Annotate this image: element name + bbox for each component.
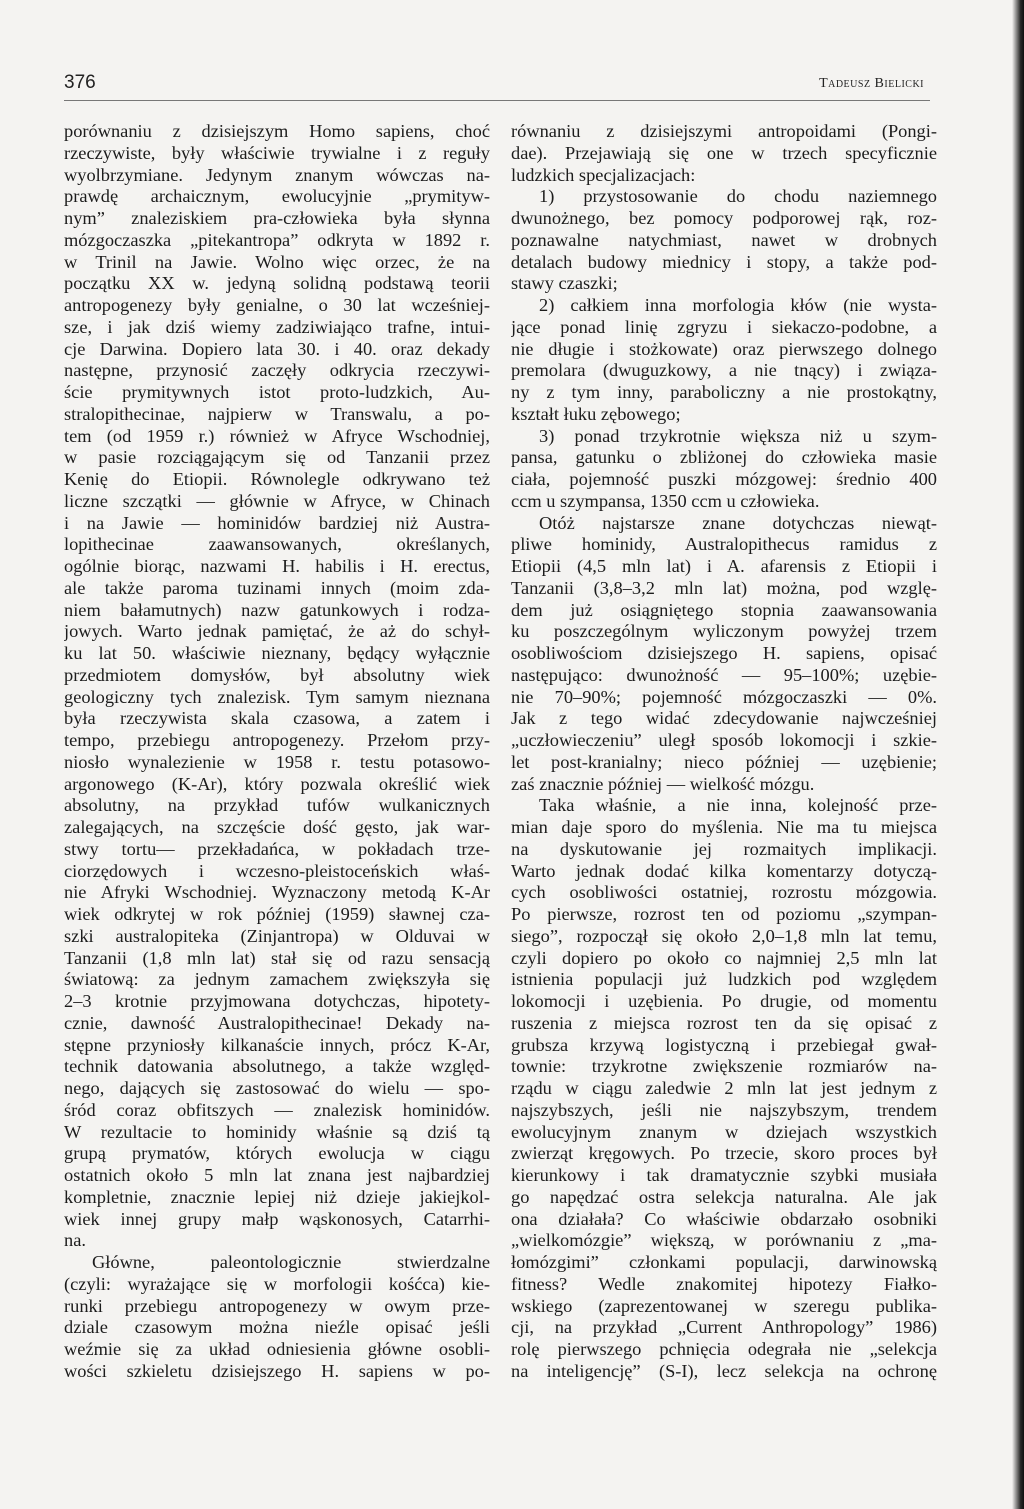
left-column-line: Tanzanii (1,8 mln lat) stał się od razu sensacją [64, 947, 490, 968]
left-column-line: tem (od 1959 r.) również w Afryce Wschodniej, [64, 425, 490, 446]
right-column-line: siego”, rozpoczął się około 2,0–1,8 mln lat temu, [511, 925, 937, 946]
right-column-line: najszybszych, jeśli nie najszybszym, trendem [511, 1099, 937, 1120]
right-column-line: „uczłowieczeniu” uległ sposób lokomocji i szkie- [511, 730, 937, 750]
right-column-line: townie: trzykrotne zwiększenie rozmiarów na- [511, 1056, 937, 1077]
right-column-line: dae). Przejawiają się one w trzech specyficznie [511, 142, 937, 163]
left-column-line: ale także paroma tuzinami innych (moim zda- [64, 577, 490, 598]
right-column-line: wskiego (zaprezentowanej w szeregu publika- [511, 1295, 937, 1316]
right-column-line: premolara (dwuguzkowy, a nie tnący) i związa- [511, 360, 937, 381]
right-column-line: dem już osiągniętego stopnia zaawansowania [511, 599, 937, 620]
right-column-line: na inteligencję” (S-I), lecz selekcja na ochronę [511, 1360, 937, 1381]
left-column-line: cje Darwina. Dopiero lata 30. i 40. oraz dekady [64, 338, 490, 359]
right-column-line: cych osobliwości ostatniej, rozrostu mózgowia. [511, 882, 937, 903]
left-column-line: nym” znaleziskiem pra-człowieka była słynna [64, 208, 490, 228]
left-column [64, 121, 490, 1383]
right-column-line: „wielkomózgie” większą, w porównaniu z „ma- [511, 1230, 937, 1251]
left-column-line: sze, i jak dziś wiemy zadziwiająco trafne, intui- [64, 316, 490, 337]
left-column-line: grupą prymatów, których ewolucja w ciągu [64, 1143, 490, 1164]
right-column-line: stawy czaszki; [511, 273, 618, 294]
left-column-line: W rezultacie to hominidy właśnie są dziś tą [64, 1121, 490, 1142]
right-column [511, 121, 937, 1383]
right-column-line: Warto jednak dodać kilka komentarzy dotyczą- [511, 860, 937, 881]
left-column-line: argonowego (K-Ar), który pozwala określić wiek [64, 773, 490, 794]
left-column-line: liczne szczątki — głównie w Afryce, w Chinach [64, 490, 490, 511]
left-column-line: kompletnie, znacznie lepiej niż dzieje jakiejkol- [64, 1186, 490, 1207]
left-column-line: jowych. Warto jednak pamiętać, że aż do schył- [64, 621, 490, 642]
left-column-line: niem bałamutnych) nazw gatunkowych i rodza- [64, 599, 490, 620]
left-column-line: wiek innej grupy małp wąskonosych, Catarrhi- [64, 1208, 490, 1229]
right-column-line: go napędzać ostra selekcja naturalna. Ale jak [511, 1186, 937, 1207]
right-column-line: grubsza krzywą logistyczną i przebiegał gwał- [511, 1034, 937, 1055]
right-column-line: detalach budowy miednicy i stopy, a także pod- [511, 251, 937, 272]
left-column-line: antropogenezy były genialne, o 30 lat wcześniej- [64, 295, 490, 315]
right-column-line: następująco: dwunożność — 95–100%; uzębie- [511, 664, 937, 685]
left-column-line: w Trinil na Jawie. Wolno więc orzec, że na [64, 251, 490, 272]
left-column-line: rzeczywiste, były właściwie trywialne i z reguły [64, 142, 490, 163]
left-column-line: ście prymitywnych istot proto-ludzkich, Au- [64, 382, 490, 402]
right-column-line: istnienia populacji już ludzkich pod względem [511, 969, 937, 990]
left-column-line: porównaniu z dzisiejszym Homo sapiens, choć [64, 121, 490, 141]
right-column-line: pliwe hominidy, Australopithecus ramidus z [511, 534, 937, 555]
right-column-line: Etiopii (4,5 mln lat) i A. afarensis z Etiopii i [511, 556, 937, 576]
right-column-line: czyli dopiero po około co najmniej 2,5 mln lat [511, 947, 937, 968]
left-column-line: dziale czasowym można nieźle opisać jeśli [64, 1317, 490, 1338]
right-column-line: 3) ponad trzykrotnie większa niż u szym- [539, 425, 937, 446]
right-column-line: mian daje sporo do myślenia. Nie ma tu miejsca [511, 817, 937, 837]
right-column-line: rolę pierwszego pchnięcia odegrała nie „selekcja [511, 1339, 937, 1359]
left-column-line: zalegających, na szczęście dość gęsto, jak war- [64, 817, 490, 837]
right-column-line: dwunożnego, bez pomocy podporowej rąk, roz- [511, 208, 937, 228]
left-column-line: mózgoczaszka „pitekantropa” odkryta w 1892 r. [64, 229, 490, 250]
right-column-line: Otóż najstarsze znane dotychczas niewąt- [539, 512, 937, 533]
left-column-line: stępne przyniosły kilkanaście innych, prócz K-Ar, [64, 1034, 490, 1055]
left-column-line: ostatnich około 5 mln lat znana jest najbardziej [64, 1165, 490, 1185]
right-column-line: ku poszczególnym wyliczonym powyżej trzem [511, 621, 937, 642]
left-column-line: weźmie się za układ odniesienia główne osobli- [64, 1339, 490, 1359]
left-column-line: następne, przynosić zaczęły odkrycia rzeczywi- [64, 360, 490, 381]
running-head: Tadeusz Bielicki [819, 76, 924, 91]
left-column-line: runki przebiegu antropogenezy w owym prze- [64, 1295, 490, 1316]
left-column-line: ciorzędowych i wczesno-pleistoceńskich właś- [64, 860, 490, 881]
right-column-line: osobliwościom dzisiejszego H. sapiens, opisać [511, 643, 937, 663]
right-column-line: kształt łuku zębowego; [511, 403, 681, 424]
right-column-line: ciała, pojemność puszki mózgowej: średnio 400 [511, 469, 937, 489]
left-column-line: ogólnie biorąc, nazwami H. habilis i H. erectus, [64, 556, 490, 576]
left-column-line: wości szkieletu dzisiejszego H. sapiens w po- [64, 1360, 490, 1381]
left-column-line: wiek odkrytej w rok później (1959) sławnej cza- [64, 904, 490, 924]
left-column-line: przedmiotem domysłów, był absolutny wiek [64, 664, 490, 685]
left-column-line: (czyli: wyrażające się w morfologii kośćca) kie- [64, 1273, 490, 1294]
page-header [64, 70, 930, 101]
right-column-line: pansa, gatunku o zbliżonej do człowieka masie [511, 447, 937, 468]
right-column-line: na dyskutowanie jej rozmaitych implikacji. [511, 838, 937, 859]
page-edge-shadow [1012, 0, 1024, 1509]
right-column-line: jące ponad linię zgryzu i siekaczo-podobne, a [511, 316, 937, 337]
left-column-line: nego, dających się zastosować do wielu — spo- [64, 1078, 490, 1098]
left-column-line: wyolbrzymiane. Jedynym znanym wówczas na- [64, 164, 490, 185]
left-column-line: w pasie rozciągającym się od Tanzanii przez [64, 447, 490, 468]
right-column-line: ona działała? Co właściwie obdarzało osobniki [511, 1208, 937, 1229]
right-column-line: zaś znacznie później — wielkość mózgu. [511, 773, 815, 794]
right-column-line: poznawalne natychmiast, nawet w drobnych [511, 229, 937, 250]
right-column-line: rządu w ciągu zaledwie 2 mln lat jest jednym z [511, 1078, 937, 1098]
right-column-line: Po pierwsze, rozrost ten od poziomu „szympan- [511, 904, 937, 924]
left-column-line: ku lat 50. właściwie nieznany, będący wyłącznie [64, 643, 490, 663]
page-number: 376 [64, 72, 96, 93]
right-column-line: Tanzanii (3,8–3,2 mln lat) można, pod wzglę- [511, 577, 937, 598]
right-column-line: ruszenia z miejsca rozrost ten da się opisać z [511, 1012, 937, 1033]
left-column-line: i na Jawie — hominidów bardziej niż Austra- [64, 512, 490, 533]
left-column-line: stwy tortu— przekładańca, w pokładach trze- [64, 838, 490, 859]
right-column-line: ewolucyjnym znanym w dziejach wszystkich [511, 1121, 937, 1142]
right-column-line: ny z tym inny, paraboliczny a nie prostokątny, [511, 382, 937, 402]
left-column-line: niosło wynalezienie w 1958 r. testu potasowo- [64, 751, 490, 772]
right-column-line: let post-kranialny; nieco później — uzębienie; [511, 751, 937, 772]
right-column-line: Jak z tego widać zdecydowanie najwcześniej [511, 708, 937, 729]
left-column-line: śród coraz obfitszych — znalezisk hominidów. [64, 1099, 490, 1120]
left-column-line: absolutny, na przykład tufów wulkanicznych [64, 795, 490, 816]
right-column-line: łomózgimi” członkami populacji, darwinowską [511, 1252, 937, 1272]
right-column-line: fitness? Wedle znakomitej hipotezy Fiałko- [511, 1273, 937, 1294]
right-column-line: ludzkich specjalizacjach: [511, 164, 696, 185]
left-column-line: na. [64, 1230, 86, 1251]
right-column-line: nie długie i stożkowate) oraz pierwszego dolnego [511, 338, 937, 359]
right-column-line: zwierząt kręgowych. Po trzecie, skoro proces był [511, 1143, 937, 1164]
right-column-line: lokomocji i uzębienia. Po drugie, od momentu [511, 991, 937, 1011]
right-column-line: kierunkowy i tak dramatycznie szybki musiała [511, 1165, 937, 1185]
left-column-line: Kenię do Etiopii. Równolegle odkrywano też [64, 469, 490, 489]
right-column-line: Taka właśnie, a nie inna, kolejność prze- [539, 795, 937, 816]
right-column-line: 1) przystosowanie do chodu naziemnego [539, 186, 937, 207]
left-column-line: Główne, paleontologicznie stwierdzalne [92, 1252, 490, 1272]
left-column-line: tempo, przebiegu antropogenezy. Przełom przy- [64, 730, 490, 750]
left-column-line: technik datowania absolutnego, a także względ- [64, 1056, 490, 1077]
left-column-line: stralopithecinae, najpierw w Transwalu, a po- [64, 403, 490, 424]
right-column-line: cji, na przykład „Current Anthropology” 1986) [511, 1317, 937, 1338]
left-column-line: szki australopiteka (Zinjantropa) w Olduvai w [64, 925, 490, 946]
right-column-line: ccm u szympansa, 1350 ccm u człowieka. [511, 490, 820, 511]
left-column-line: prawdę archaicznym, ewolucyjnie „prymityw- [64, 186, 490, 207]
left-column-line: początku XX w. jedyną solidną podstawą teorii [64, 273, 490, 294]
right-column-line: równaniu z dzisiejszymi antropoidami (Pongi- [511, 121, 937, 141]
right-column-line: 2) całkiem inna morfologia kłów (nie wysta- [539, 295, 937, 315]
left-column-line: geologiczny tych znalezisk. Tym samym nieznana [64, 686, 490, 707]
left-column-line: światową: za jednym zamachem zwiększyła się [64, 969, 490, 990]
left-column-line: lopithecinae zaawansowanych, określanych, [64, 534, 490, 555]
left-column-line: cznie, dawność Australopithecinae! Dekady na- [64, 1012, 490, 1033]
right-column-line: nie 70–90%; pojemność mózgoczaszki — 0%. [511, 686, 937, 707]
left-column-line: była rzeczywista skala czasowa, a zatem i [64, 708, 490, 729]
left-column-line: nie Afryki Wschodniej. Wyznaczony metodą K-Ar [64, 882, 490, 903]
left-column-line: 2–3 krotnie przyjmowana dotychczas, hipotety- [64, 991, 490, 1011]
